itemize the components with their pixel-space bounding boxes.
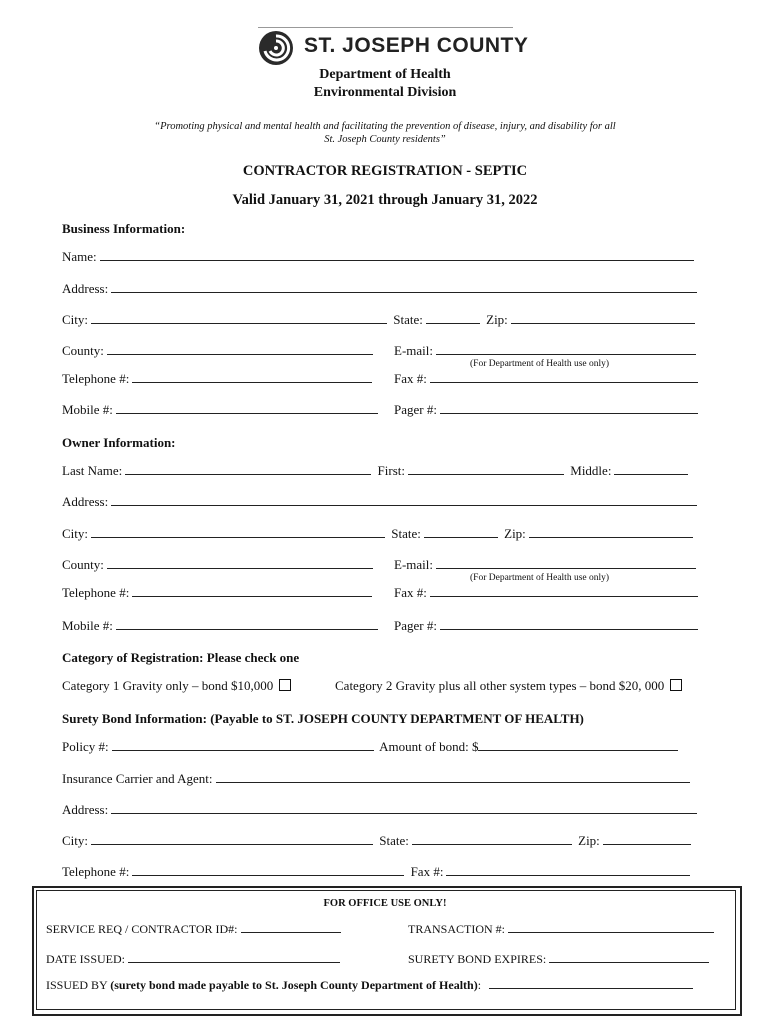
- category-1-checkbox[interactable]: [279, 679, 291, 691]
- business-name-label: Name:: [62, 249, 97, 264]
- surety-telephone-label: Telephone #:: [62, 864, 130, 879]
- owner-info-heading: Owner Information:: [62, 435, 176, 450]
- business-info-heading: Business Information:: [62, 221, 186, 236]
- surety-bond-heading: Surety Bond Information: (Payable to ST. JOSEPH COUNTY DEPARTMENT OF HEALTH): [62, 711, 584, 726]
- owner-first-name-field[interactable]: [408, 473, 564, 475]
- service-req-label: SERVICE REQ / CONTRACTOR ID#:: [46, 922, 238, 936]
- owner-middle-name-label: Middle:: [570, 463, 612, 478]
- surety-address-label: Address:: [62, 802, 109, 817]
- owner-state-label: State:: [391, 526, 421, 541]
- issued-by-label: ISSUED BY: [46, 978, 108, 992]
- business-pager-label: Pager #:: [394, 402, 437, 417]
- date-issued-label: DATE ISSUED:: [46, 952, 126, 966]
- header-rule: [258, 27, 513, 28]
- business-name-field[interactable]: [100, 259, 694, 261]
- owner-city-row: [62, 526, 696, 542]
- business-fax-row: [394, 371, 701, 387]
- policy-number-label: Policy #:: [62, 739, 109, 754]
- business-county-label: County:: [62, 343, 104, 358]
- surety-address-field[interactable]: [111, 812, 697, 814]
- owner-pager-label: Pager #:: [394, 618, 437, 633]
- business-zip-field[interactable]: [511, 322, 695, 324]
- business-address-row: [62, 281, 700, 297]
- surety-fax-label: Fax #:: [410, 864, 444, 879]
- business-city-row: [62, 312, 698, 328]
- business-email-label: E-mail:: [394, 343, 433, 358]
- business-state-label: State:: [393, 312, 423, 327]
- owner-address-label: Address:: [62, 494, 109, 509]
- owner-last-name-field[interactable]: [125, 473, 371, 475]
- business-mobile-row: [62, 402, 381, 418]
- owner-fax-field[interactable]: [430, 595, 698, 597]
- owner-pager-field[interactable]: [440, 628, 698, 630]
- business-email-note: (For Department of Health use only): [470, 359, 610, 369]
- owner-fax-row: [394, 585, 701, 601]
- owner-county-field[interactable]: [107, 567, 373, 569]
- surety-state-label: State:: [379, 833, 409, 848]
- business-address-label: Address:: [62, 281, 109, 296]
- category-option-2: [335, 678, 682, 694]
- office-use-title: FOR OFFICE USE ONLY!: [323, 898, 447, 909]
- category-2-checkbox[interactable]: [670, 679, 682, 691]
- owner-city-label: City:: [62, 526, 89, 541]
- business-zip-label: Zip:: [486, 312, 508, 327]
- department-name: Department of Health: [319, 67, 451, 82]
- surety-policy-row: [62, 739, 681, 755]
- owner-telephone-field[interactable]: [132, 595, 372, 597]
- owner-middle-name-field[interactable]: [614, 473, 688, 475]
- business-mobile-field[interactable]: [116, 412, 378, 414]
- date-issued-row: [46, 952, 343, 967]
- surety-expires-field[interactable]: [549, 961, 709, 963]
- owner-email-row: [394, 557, 699, 573]
- insurance-carrier-label: Insurance Carrier and Agent:: [62, 771, 213, 786]
- transaction-row: [408, 922, 717, 937]
- owner-email-note: (For Department of Health use only): [470, 573, 610, 583]
- business-state-field[interactable]: [426, 322, 480, 324]
- owner-telephone-label: Telephone #:: [62, 585, 130, 600]
- owner-email-label: E-mail:: [394, 557, 433, 572]
- category-1-label: Category 1 Gravity only – bond $10,000: [62, 678, 274, 693]
- business-city-label: City:: [62, 312, 89, 327]
- surety-expires-label: SURETY BOND EXPIRES:: [408, 952, 547, 966]
- category-2-label: Category 2 Gravity plus all other system types – bond $20, 000: [335, 678, 665, 693]
- surety-telephone-row: [62, 864, 693, 880]
- date-issued-field[interactable]: [128, 961, 340, 963]
- county-name: ST. JOSEPH COUNTY: [304, 34, 529, 57]
- business-county-row: [62, 343, 376, 359]
- business-fax-label: Fax #:: [394, 371, 427, 386]
- surety-carrier-row: [62, 771, 693, 787]
- surety-city-row: [62, 833, 694, 849]
- policy-number-field[interactable]: [112, 749, 374, 751]
- issued-by-note: (surety bond made payable to St. Joseph County Department of Health): [110, 978, 478, 992]
- owner-address-field[interactable]: [111, 504, 697, 506]
- owner-email-field[interactable]: [436, 567, 696, 569]
- owner-first-name-label: First:: [377, 463, 406, 478]
- owner-name-row: [62, 463, 691, 479]
- owner-mobile-row: [62, 618, 381, 634]
- division-name: Environmental Division: [313, 85, 457, 100]
- service-req-field[interactable]: [241, 931, 341, 933]
- bond-amount-field[interactable]: [478, 749, 678, 751]
- business-telephone-label: Telephone #:: [62, 371, 130, 386]
- issued-by-colon: :: [477, 978, 482, 992]
- business-telephone-field[interactable]: [132, 381, 372, 383]
- issued-by-row: [46, 978, 696, 993]
- business-fax-field[interactable]: [430, 381, 698, 383]
- business-pager-field[interactable]: [440, 412, 698, 414]
- owner-last-name-label: Last Name:: [62, 463, 123, 478]
- surety-address-row: [62, 802, 700, 818]
- category-heading: Category of Registration: Please check one: [62, 650, 300, 665]
- surety-expires-row: [408, 952, 712, 967]
- owner-zip-field[interactable]: [529, 536, 693, 538]
- business-name-row: [62, 249, 697, 265]
- business-mobile-label: Mobile #:: [62, 402, 113, 417]
- transaction-label: TRANSACTION #:: [408, 922, 506, 936]
- owner-city-field[interactable]: [91, 536, 385, 538]
- bond-amount-label: Amount of bond: $: [379, 739, 479, 754]
- surety-zip-field[interactable]: [603, 843, 691, 845]
- owner-zip-label: Zip:: [504, 526, 526, 541]
- owner-mobile-field[interactable]: [116, 628, 378, 630]
- business-address-field[interactable]: [111, 291, 697, 293]
- business-pager-row: [394, 402, 701, 418]
- business-email-row: [394, 343, 699, 359]
- surety-city-field[interactable]: [91, 843, 373, 845]
- surety-fax-field[interactable]: [446, 874, 690, 876]
- slogan-line-2: St. Joseph County residents”: [324, 134, 446, 145]
- business-telephone-row: [62, 371, 375, 387]
- service-req-row: [46, 922, 344, 937]
- insurance-carrier-field[interactable]: [216, 781, 690, 783]
- slogan-line-1: “Promoting physical and mental health and facilitating the prevention of disease, injury, and disability for all: [154, 121, 616, 132]
- owner-address-row: [62, 494, 700, 510]
- category-option-1: [62, 678, 291, 694]
- owner-county-label: County:: [62, 557, 104, 572]
- owner-pager-row: [394, 618, 701, 634]
- surety-city-label: City:: [62, 833, 89, 848]
- transaction-field[interactable]: [508, 931, 714, 933]
- owner-telephone-row: [62, 585, 375, 601]
- validity-period: Valid January 31, 2021 through January 31, 2022: [232, 192, 538, 208]
- owner-mobile-label: Mobile #:: [62, 618, 113, 633]
- issued-by-field[interactable]: [489, 987, 693, 989]
- swirl-logo-icon: [258, 30, 294, 66]
- surety-state-field[interactable]: [412, 843, 572, 845]
- owner-county-row: [62, 557, 376, 573]
- owner-state-field[interactable]: [424, 536, 498, 538]
- surety-telephone-field[interactable]: [132, 874, 404, 876]
- business-email-field[interactable]: [436, 353, 696, 355]
- form-title: CONTRACTOR REGISTRATION - SEPTIC: [242, 163, 528, 179]
- owner-fax-label: Fax #:: [394, 585, 427, 600]
- surety-zip-label: Zip:: [578, 833, 600, 848]
- business-county-field[interactable]: [107, 353, 373, 355]
- business-city-field[interactable]: [91, 322, 387, 324]
